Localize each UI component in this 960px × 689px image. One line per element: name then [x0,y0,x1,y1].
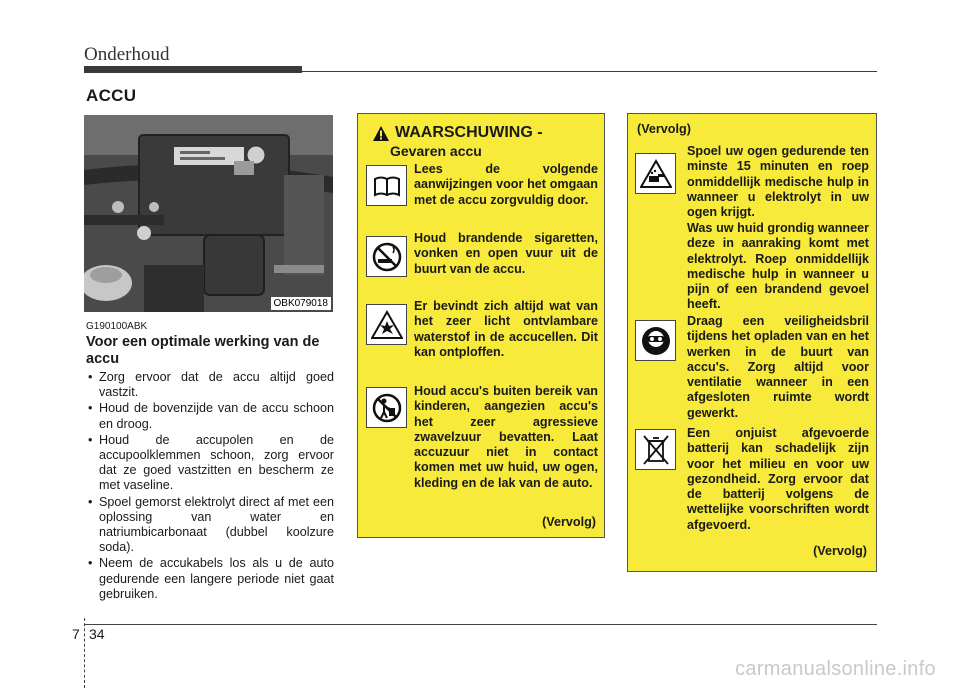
keep-away-from-children-icon [366,387,407,428]
warning-box [357,113,605,538]
warning-text: Draag een veiligheidsbril tijdens het opladen van en het werken in de buurt van accu's. Zorg altijd voor ventilatie wanneer in een afgesloten ruimte wordt gewerkt. [687,314,869,420]
list-item: • Zorg ervoor dat de accu altijd goed vastzit. [86,370,334,400]
page-heading: ACCU [86,86,137,105]
warning-subtitle: Gevaren accu [390,143,482,159]
list-item: • Houd de accupolen en de accupoolklemmen schoon, zorg ervoor dat ze goed vastzitten en bescherm ze met vaseline. [86,433,334,494]
warning-title [373,124,543,142]
no-smoking-icon [366,236,407,277]
explosion-icon [366,304,407,345]
warning-box-continued [627,113,877,572]
safety-goggles-icon [635,320,676,361]
photo-code: OBK079018 [271,297,332,310]
list-item: • Houd de bovenzijde van de accu schoon en droog. [86,401,334,431]
warning-text: Er bevindt zich altijd wat van het zeer licht ontvlambare waterstof in de accucellen. Dit kan ontploffen. [414,299,598,359]
continued-label: (Vervolg) [813,544,867,558]
warning-text: Lees de volgende aanwijzingen voor het omgaan met de accu zorgvuldig door. [414,162,598,207]
warning-triangle-icon [373,126,389,141]
warning-text: Houd brandende sigaretten, vonken en open vuur uit de buurt van de accu. [414,231,598,276]
footer-rule [84,624,877,625]
list-item: • Spoel gemorst elektrolyt direct af met een oplossing van water en natriumbicarbonaat (dubbel koolzure soda). [86,495,334,556]
book-icon [366,165,407,206]
footer-divider [84,618,85,688]
warning-text: Was uw huid grondig wanneer deze in aanraking komt met elektrolyt. Roep onmiddellijk medische hulp in wanneer u pijn of een brandend gevoel heeft. [687,221,869,312]
continued-from-label: (Vervolg) [637,122,691,136]
chapter-number: 7 [72,626,80,642]
page-number: 34 [89,626,105,642]
crossed-out-bin-icon [635,429,676,470]
section-title: Onderhoud [84,44,170,65]
warning-title-text: WAARSCHUWING - [395,124,543,141]
warning-text: Een onjuist afgevoerde batterij kan schadelijk zijn voor het milieu en voor uw gezondheid. Zorg ervoor dat de batterij volgens de wettelijke voorschriften wordt afgevoerd. [687,426,869,532]
continued-label: (Vervolg) [542,515,596,529]
warning-text: Spoel uw ogen gedurende ten minste 15 minuten en roep onmiddellijk medische hulp in wanneer u elektrolyt in uw ogen krijgt. [687,144,869,220]
maintenance-list [86,370,334,603]
engine-bay-illustration [84,115,333,312]
document-code: G190100ABK [86,321,148,332]
header-rule-thick [84,66,302,73]
subheading: Voor een optimale werking van de accu [86,334,320,367]
warning-text: Houd accu's buiten bereik van kinderen, aangezien accu's het zeer agressieve zwavelzuur bevatten. Laat accuzuur niet in contact komen met uw huid, uw ogen, kleding en de lak van de auto. [414,384,598,490]
battery-photo [84,115,333,312]
watermark: carmanualsonline.info [735,658,936,680]
corrosive-icon [635,153,676,194]
header-rule-thin [302,71,877,72]
list-item: • Neem de accukabels los als u de auto gedurende een langere periode niet gaat gebruiken. [86,556,334,602]
